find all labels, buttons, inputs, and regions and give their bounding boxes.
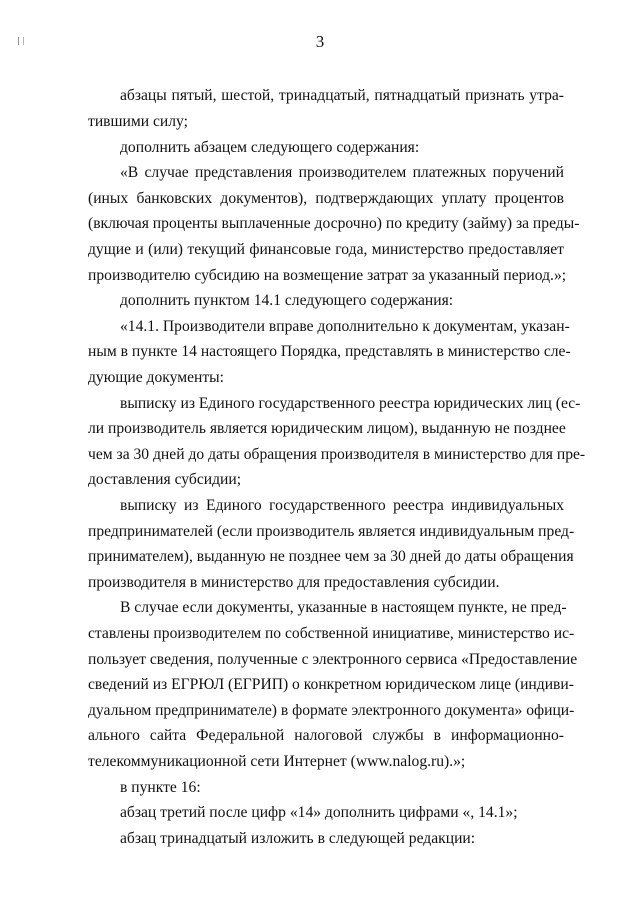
- text-line: телекоммуникационной сети Интернет (www.nalog.ru).»;: [88, 753, 466, 770]
- text-line: в пункте 16:: [120, 779, 201, 796]
- text-line: ального сайта Федеральной налоговой службы в информационно-: [88, 727, 564, 744]
- text-line: дуальном предпринимателе) в формате электронного документа» офици-: [88, 702, 575, 719]
- text-line: дополнить пунктом 14.1 следующего содержания:: [120, 292, 454, 309]
- text-line: производителю субсидию на возмещение затрат за указанный период.»;: [88, 267, 567, 284]
- text-line: ли производитель является юридическим лицом), выданную не позднее: [88, 420, 566, 437]
- text-line: «В случае представления производителем платежных поручений: [120, 164, 564, 181]
- text-line: дующие документы:: [88, 369, 224, 386]
- text-line: сведений из ЕГРЮЛ (ЕГРИП) о конкретном юридическом лице (индиви-: [88, 676, 574, 693]
- text-line: предпринимателей (если производитель является индивидуальным пред-: [88, 523, 575, 540]
- text-line: (иных банковских документов), подтверждающих уплату процентов: [88, 190, 564, 207]
- text-line: тившими силу;: [88, 113, 188, 130]
- text-line: дополнить абзацем следующего содержания:: [120, 139, 420, 156]
- text-line: чем за 30 дней до даты обращения производителя в министерство для пре-: [88, 446, 586, 463]
- text-line: принимателем), выданную не позднее чем за 30 дней до даты обращения: [88, 548, 574, 565]
- text-line: (включая проценты выплаченные досрочно) по кредиту (займу) за преды-: [88, 215, 580, 232]
- text-line: доставления субсидии;: [88, 471, 242, 488]
- text-line: ным в пункте 14 настоящего Порядка, представлять в министерство сле-: [88, 343, 571, 360]
- text-line: абзацы пятый, шестой, тринадцатый, пятнадцатый признать утра-: [120, 87, 564, 104]
- text-line: выписку из Единого государственного реестра юридических лиц (ес-: [120, 395, 581, 412]
- text-line: выписку из Единого государственного реестра индивидуальных: [120, 497, 564, 514]
- text-line: В случае если документы, указанные в настоящем пункте, не пред-: [120, 599, 567, 616]
- text-line: ставлены производителем по собственной инициативе, министерство ис-: [88, 625, 575, 642]
- text-line: «14.1. Производители вправе дополнительно к документам, указан-: [120, 318, 570, 335]
- page-number: 3: [315, 32, 325, 51]
- text-line: производителя в министерство для предоставления субсидии.: [88, 574, 500, 591]
- text-line: дущие и (или) текущий финансовые года, министерство предоставляет: [88, 241, 564, 258]
- text-line: абзац третий после цифр «14» дополнить цифрами «, 14.1»;: [120, 804, 518, 821]
- text-line: пользует сведения, полученные с электронного сервиса «Предоставление: [88, 651, 578, 668]
- text-line: абзац тринадцатый изложить в следующей редакции:: [120, 830, 476, 847]
